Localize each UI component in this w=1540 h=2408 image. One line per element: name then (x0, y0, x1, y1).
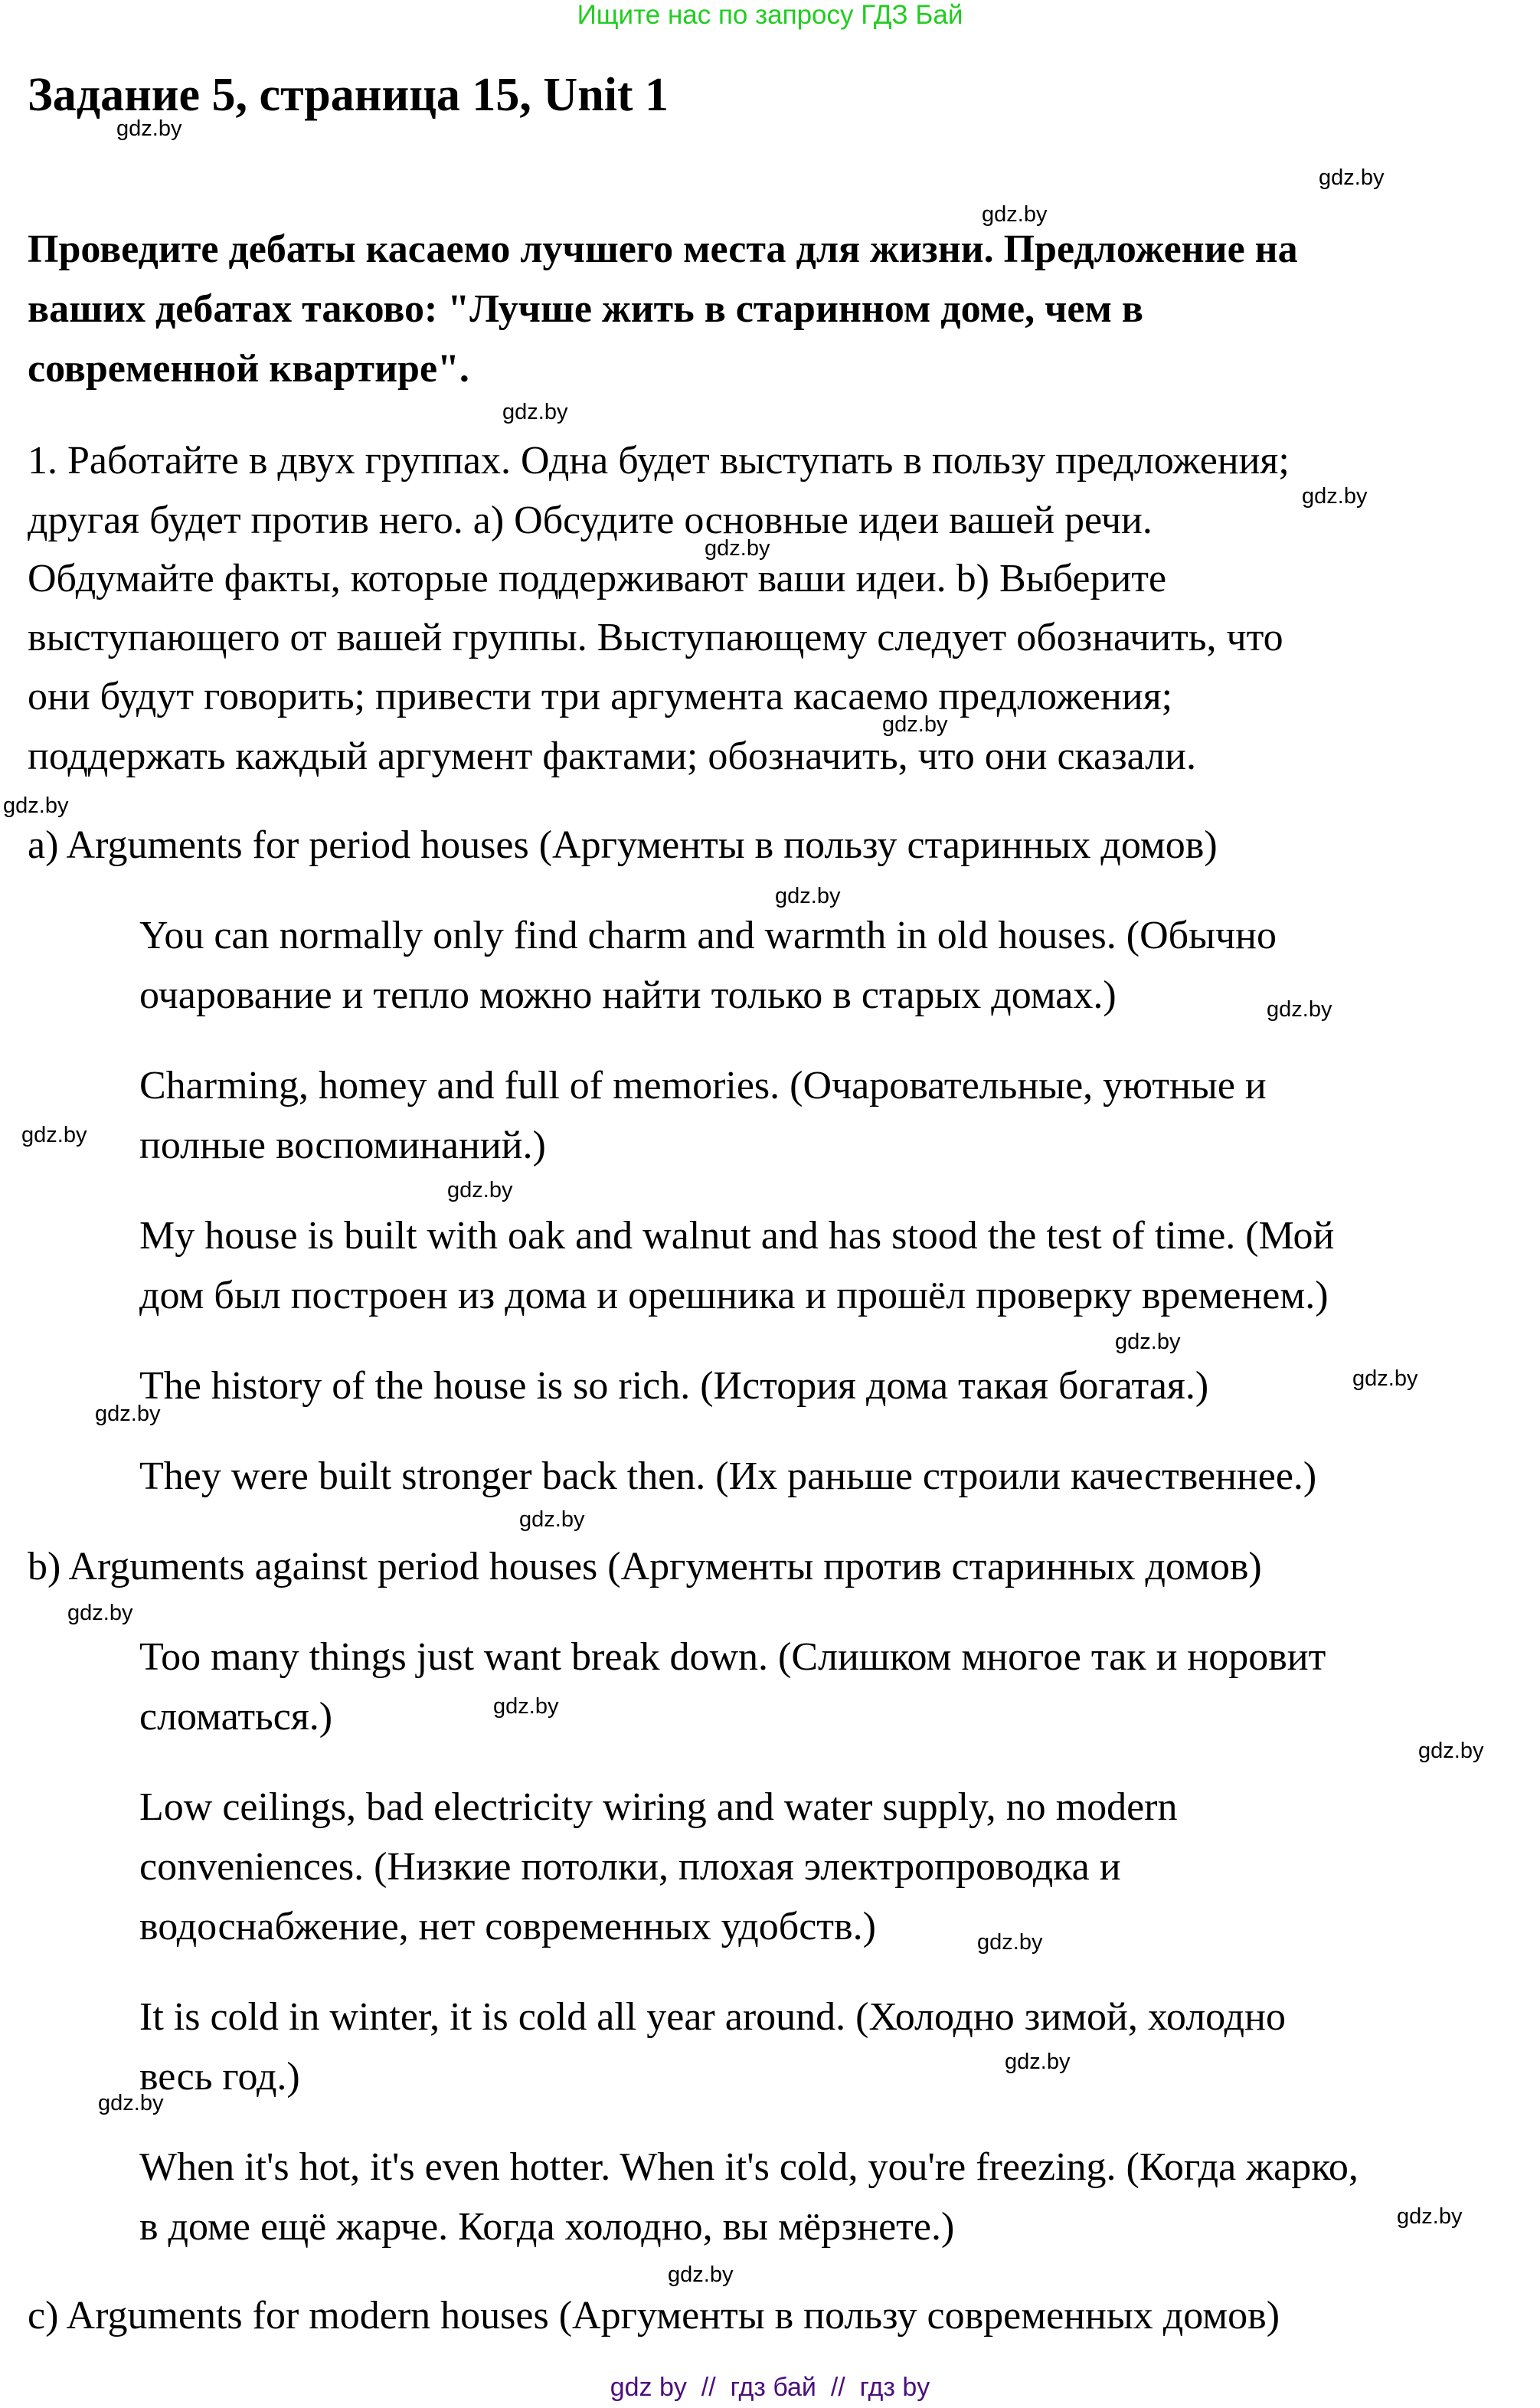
watermark: gdz.by (3, 793, 69, 818)
watermark: gdz.by (1302, 484, 1368, 509)
watermark: gdz.by (493, 1694, 559, 1719)
argument-item: When it's hot, it's even hotter. When it's cold, you're freezing. (Когда жарко, (139, 2145, 1359, 2189)
argument-item: водоснабжение, нет современных удобств.) (139, 1905, 876, 1948)
page-title: Задание 5, страница 15, Unit 1 (28, 69, 669, 121)
instruction-line: 1. Работайте в двух группах. Одна будет выступать в пользу предложения; (28, 439, 1290, 483)
footer-links: gdz by // гдз бай // гдз by (610, 2373, 930, 2402)
watermark: gdz.by (98, 2091, 164, 2115)
watermark: gdz.by (1352, 1366, 1418, 1391)
watermark: gdz.by (882, 712, 948, 737)
argument-item: My house is built with oak and walnut and has stood the test of time. (Мой (139, 1214, 1335, 1258)
argument-item: полные воспоминаний.) (139, 1124, 546, 1167)
argument-item: The history of the house is so rich. (История дома такая богатая.) (139, 1364, 1209, 1408)
argument-item: Charming, homey and full of memories. (Очаровательные, уютные и (139, 1064, 1267, 1107)
argument-item: Low ceilings, bad electricity wiring and water supply, no modern (139, 1785, 1178, 1829)
argument-item: Too many things just want break down. (Слишком многое так и норовит (139, 1635, 1326, 1679)
argument-item: сломаться.) (139, 1695, 333, 1739)
argument-item: They were built stronger back then. (Их раньше строили качественнее.) (139, 1454, 1317, 1498)
watermark: gdz.by (519, 1507, 585, 1532)
watermark: gdz.by (1115, 1330, 1181, 1354)
instruction-line: поддержать каждый аргумент фактами; обозначить, что они сказали. (28, 735, 1196, 778)
watermark: gdz.by (982, 202, 1048, 227)
instruction-line: другая будет против него. a) Обсудите основные идеи вашей речи. (28, 499, 1153, 542)
instruction-line: они будут говорить; привести три аргумента касаемо предложения; (28, 675, 1173, 718)
instruction-line: Обдумайте факты, которые поддерживают ваши идеи. b) Выберите (28, 557, 1167, 600)
watermark: gdz.by (977, 1930, 1043, 1955)
section-heading-a: a) Arguments for period houses (Аргументы в пользу старинных домов) (28, 823, 1218, 867)
watermark: gdz.by (705, 536, 770, 561)
watermark: gdz.by (447, 1178, 513, 1202)
argument-item: дом был построен из дома и орешника и прошёл проверку временем.) (139, 1274, 1329, 1317)
watermark: gdz.by (502, 400, 568, 424)
watermark: gdz.by (668, 2262, 734, 2287)
section-heading-b: b) Arguments against period houses (Аргументы против старинных домов) (28, 1545, 1262, 1588)
watermark: gdz.by (21, 1123, 87, 1147)
instruction-line: выступающего от вашей группы. Выступающему следует обозначить, что (28, 616, 1283, 659)
watermark: gdz.by (775, 884, 841, 908)
task-line: ваших дебатах таково: "Лучше жить в старинном доме, чем в (28, 287, 1143, 331)
watermark: gdz.by (1319, 165, 1385, 190)
watermark: gdz.by (1267, 997, 1332, 1022)
watermark: gdz.by (1005, 2050, 1071, 2074)
argument-item: conveniences. (Низкие потолки, плохая электропроводка и (139, 1845, 1121, 1889)
search-banner: Ищите нас по запросу ГДЗ Бай (577, 0, 963, 30)
argument-item: очарование и тепло можно найти только в старых домах.) (139, 973, 1117, 1017)
watermark: gdz.by (1418, 1739, 1484, 1763)
watermark: gdz.by (67, 1601, 133, 1625)
argument-item: It is cold in winter, it is cold all year around. (Холодно зимой, холодно (139, 1995, 1286, 2039)
watermark: gdz.by (1397, 2204, 1463, 2229)
argument-item: весь год.) (139, 2055, 300, 2099)
watermark: gdz.by (95, 1402, 161, 1426)
argument-item: You can normally only find charm and warmth in old houses. (Обычно (139, 914, 1277, 957)
task-line: Проведите дебаты касаемо лучшего места для жизни. Предложение на (28, 227, 1298, 271)
watermark: gdz.by (116, 116, 182, 141)
argument-item: в доме ещё жарче. Когда холодно, вы мёрзнете.) (139, 2205, 955, 2249)
section-heading-c: c) Arguments for modern houses (Аргументы в пользу современных домов) (28, 2294, 1280, 2338)
task-line: современной квартире". (28, 347, 469, 391)
